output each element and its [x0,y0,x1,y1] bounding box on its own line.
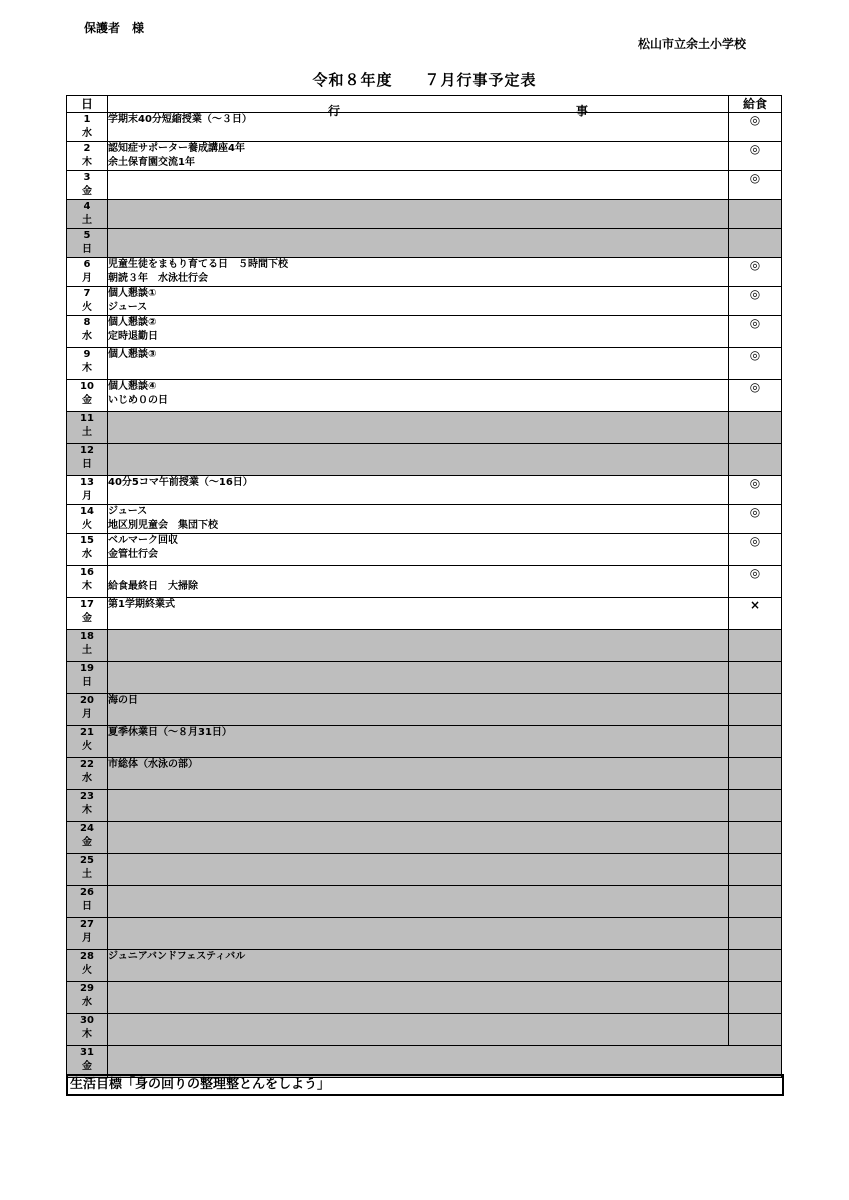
event-line [108,229,728,243]
table-row [67,662,782,694]
event-line: 学期末40分短縮授業（～３日） [108,114,252,125]
day-cell [67,287,108,316]
event-line: 第1学期終業式 [108,599,175,610]
event-cell [108,1014,729,1046]
event-cell [108,200,729,229]
day-number: 23 [80,791,94,802]
event-line: ジュース [108,506,148,517]
event-line: 市総体（水泳の部） [108,759,198,770]
weekday: 木 [82,363,92,374]
table-row [67,726,782,758]
day-cell [67,598,108,630]
table-row [67,412,782,444]
event-cell [108,534,729,566]
weekday: 土 [82,869,92,880]
event-line: 地区別児童会 集団下校 [108,520,218,531]
event-cell [108,316,729,348]
event-line: 夏季休業日（～８月31日） [108,727,232,738]
event-cell [108,598,729,630]
weekday: 水 [82,773,92,784]
table-row [67,200,782,229]
event-line: 個人懇談④ [108,381,157,392]
day-number: 19 [80,663,94,674]
weekday: 木 [82,157,92,168]
event-line: 朝読３年 水泳壮行会 [108,273,208,284]
weekday: 土 [82,427,92,438]
event-line [108,662,728,676]
weekday: 火 [82,965,92,976]
lunch-cell: × [729,598,782,630]
event-line [108,1046,781,1060]
table-header-row [67,96,782,113]
event-cell [108,694,729,726]
day-cell [67,758,108,790]
day-number: 31 [80,1047,94,1058]
weekday: 金 [82,186,92,197]
event-cell [108,142,729,171]
event-cell [108,258,729,287]
event-cell [108,566,729,598]
table-row [67,854,782,886]
event-line [108,836,728,850]
table-row [67,1014,782,1046]
day-cell [67,726,108,758]
event-line [108,426,728,440]
table-row [67,476,782,505]
table-row [67,566,782,598]
day-cell [67,505,108,534]
life-goal: 生活目標「身の回りの整理整とんをしよう」 [66,1074,784,1096]
day-cell [67,982,108,1014]
event-line [108,1028,728,1042]
lunch-cell: ◎ [729,380,782,412]
day-cell [67,200,108,229]
table-row [67,982,782,1014]
event-line [108,214,728,228]
weekday: 日 [82,901,92,912]
event-line: 個人懇談① [108,288,157,299]
event-line [108,362,728,376]
event-line [108,804,728,818]
day-cell [67,918,108,950]
table-row [67,380,782,412]
event-cell [108,886,729,918]
weekday: 土 [82,215,92,226]
lunch-cell: ◎ [729,171,782,200]
day-cell [67,444,108,476]
weekday: 金 [82,1061,92,1072]
event-line [108,854,728,868]
header-event-a: 行 [328,104,341,118]
event-line: 個人懇談③ [108,349,157,360]
weekday: 月 [82,273,92,284]
event-line [108,918,728,932]
table-row [67,918,782,950]
day-number: 15 [80,535,94,546]
day-cell [67,694,108,726]
lunch-cell: ◎ [729,566,782,598]
event-line [108,900,728,914]
event-line: 余土保育園交流1年 [108,157,195,168]
lunch-cell: ◎ [729,287,782,316]
event-line [108,886,728,900]
table-row [67,171,782,200]
weekday: 木 [82,581,92,592]
day-number: 8 [83,317,91,328]
weekday: 月 [82,709,92,720]
table-row [67,694,782,726]
day-number: 17 [80,599,94,610]
table-row [67,229,782,258]
event-line [108,185,728,199]
event-line [108,996,728,1010]
lunch-cell [729,726,782,758]
day-number: 20 [80,695,94,706]
day-number: 1 [83,114,91,125]
weekday: 木 [82,1029,92,1040]
weekday: 水 [82,331,92,342]
event-line: 定時退勤日 [108,331,158,342]
table-row [67,950,782,982]
event-line [108,444,728,458]
day-cell [67,476,108,505]
day-number: 7 [83,288,91,299]
event-line: 認知症サポーター養成講座4年 [108,143,245,154]
day-cell [67,950,108,982]
day-number: 9 [83,349,91,360]
weekday: 土 [82,645,92,656]
event-cell [108,822,729,854]
event-cell [108,380,729,412]
event-line [108,200,728,214]
day-cell [67,1046,108,1078]
day-cell [67,258,108,287]
table-row [67,348,782,380]
header-day: 日 [67,96,108,113]
day-number: 4 [83,201,91,212]
event-line [108,458,728,472]
day-number: 27 [80,919,94,930]
schedule-table [66,95,782,1078]
table-row [67,630,782,662]
event-line [108,1014,728,1028]
lunch-cell [729,886,782,918]
event-line: 40分5コマ午前授業（～16日） [108,477,253,488]
day-cell [67,1014,108,1046]
event-line: いじめ０の日 [108,395,168,406]
day-number: 11 [80,413,94,424]
event-line [108,566,728,580]
event-line [108,868,728,882]
table-row [67,822,782,854]
event-cell [108,662,729,694]
event-line: 児童生徒をまもり育てる日 ５時間下校 [108,259,288,270]
lunch-cell: ◎ [729,142,782,171]
event-cell [108,758,729,790]
day-number: 22 [80,759,94,770]
day-cell [67,412,108,444]
day-cell [67,886,108,918]
table-row [67,598,782,630]
event-line [108,243,728,257]
recipient-label: 保護者 様 [84,21,145,35]
weekday: 水 [82,128,92,139]
table-row [67,534,782,566]
lunch-cell [729,662,782,694]
event-cell [108,229,729,258]
weekday: 金 [82,837,92,848]
event-line: 給食最終日 大掃除 [108,581,198,592]
lunch-cell [729,854,782,886]
event-line [108,644,728,658]
event-line: 個人懇談② [108,317,157,328]
lunch-cell: ◎ [729,534,782,566]
lunch-cell [729,918,782,950]
weekday: 金 [82,395,92,406]
header-event [108,96,729,118]
weekday: 火 [82,302,92,313]
day-cell [67,854,108,886]
weekday: 日 [82,459,92,470]
lunch-cell [729,630,782,662]
event-line [108,171,728,185]
lunch-cell: ◎ [729,348,782,380]
day-cell [67,380,108,412]
day-cell [67,348,108,380]
table-row [67,316,782,348]
table-row [67,444,782,476]
lunch-cell [729,982,782,1014]
day-number: 16 [80,567,94,578]
day-number: 5 [83,230,91,241]
day-cell [67,566,108,598]
event-line [108,1060,781,1074]
table-row [67,790,782,822]
event-line [108,490,728,504]
weekday: 日 [82,244,92,255]
weekday: 月 [82,933,92,944]
lunch-cell [729,412,782,444]
lunch-cell [729,822,782,854]
day-number: 25 [80,855,94,866]
lunch-cell: ◎ [729,476,782,505]
event-line [108,612,728,626]
day-cell [67,113,108,142]
day-number: 3 [83,172,91,183]
day-number: 12 [80,445,94,456]
lunch-cell [729,444,782,476]
day-number: 18 [80,631,94,642]
day-number: 28 [80,951,94,962]
weekday: 水 [82,997,92,1008]
lunch-cell [729,790,782,822]
table-row [67,1046,782,1078]
lunch-cell [729,694,782,726]
event-line: ジュニアバンドフェスティバル [108,951,246,962]
lunch-cell [729,200,782,229]
event-line [108,630,728,644]
weekday: 水 [82,549,92,560]
weekday: 木 [82,805,92,816]
event-cell [108,348,729,380]
weekday: 日 [82,677,92,688]
event-cell [108,854,729,886]
event-line [108,772,728,786]
table-row [67,113,782,142]
day-number: 29 [80,983,94,994]
event-line [108,790,728,804]
event-cell [108,726,729,758]
day-number: 2 [83,143,91,154]
day-cell [67,171,108,200]
weekday: 月 [82,491,92,502]
lunch-cell: ◎ [729,113,782,142]
event-line [108,822,728,836]
day-number: 30 [80,1015,94,1026]
day-cell [67,822,108,854]
event-cell [108,790,729,822]
table-row [67,142,782,171]
day-cell [67,662,108,694]
table-row [67,886,782,918]
event-line [108,127,728,141]
lunch-cell: ◎ [729,505,782,534]
event-cell [108,287,729,316]
schedule-rows [67,113,782,1078]
header-lunch: 給食 [729,96,782,113]
table-row [67,758,782,790]
weekday: 火 [82,520,92,531]
event-cell [108,982,729,1014]
event-line [108,740,728,754]
event-cell [108,476,729,505]
event-line [108,708,728,722]
event-line: 海の日 [108,695,138,706]
lunch-cell [729,950,782,982]
day-number: 26 [80,887,94,898]
event-cell [108,171,729,200]
day-number: 13 [80,477,94,488]
day-cell [67,229,108,258]
lunch-cell: ◎ [729,258,782,287]
lunch-cell [729,229,782,258]
page-title: 令和８年度 ７月行事予定表 [312,71,537,89]
event-cell [108,950,729,982]
day-cell [67,534,108,566]
event-cell [108,444,729,476]
table-row [67,287,782,316]
weekday: 金 [82,613,92,624]
school-name: 松山市立余土小学校 [638,37,747,51]
event-line [108,412,728,426]
day-number: 10 [80,381,94,392]
day-cell [67,790,108,822]
event-line: ベルマーク回収 [108,535,178,546]
day-number: 6 [83,259,91,270]
lunch-cell [729,758,782,790]
day-number: 21 [80,727,94,738]
weekday: 火 [82,741,92,752]
event-line [108,964,728,978]
event-line: ジュース [108,302,148,313]
lunch-cell [729,1014,782,1046]
event-line [108,932,728,946]
day-cell [67,630,108,662]
event-cell [108,918,729,950]
event-line: 金管壮行会 [108,549,158,560]
day-number: 14 [80,506,94,517]
day-cell [67,142,108,171]
event-line [108,982,728,996]
event-cell [108,1046,782,1078]
event-line [108,676,728,690]
header-event-b: 事 [576,104,589,118]
day-number: 24 [80,823,94,834]
lunch-cell: ◎ [729,316,782,348]
event-cell [108,505,729,534]
event-cell [108,412,729,444]
event-cell [108,113,729,142]
day-cell [67,316,108,348]
event-cell [108,630,729,662]
table-row [67,505,782,534]
table-row [67,258,782,287]
